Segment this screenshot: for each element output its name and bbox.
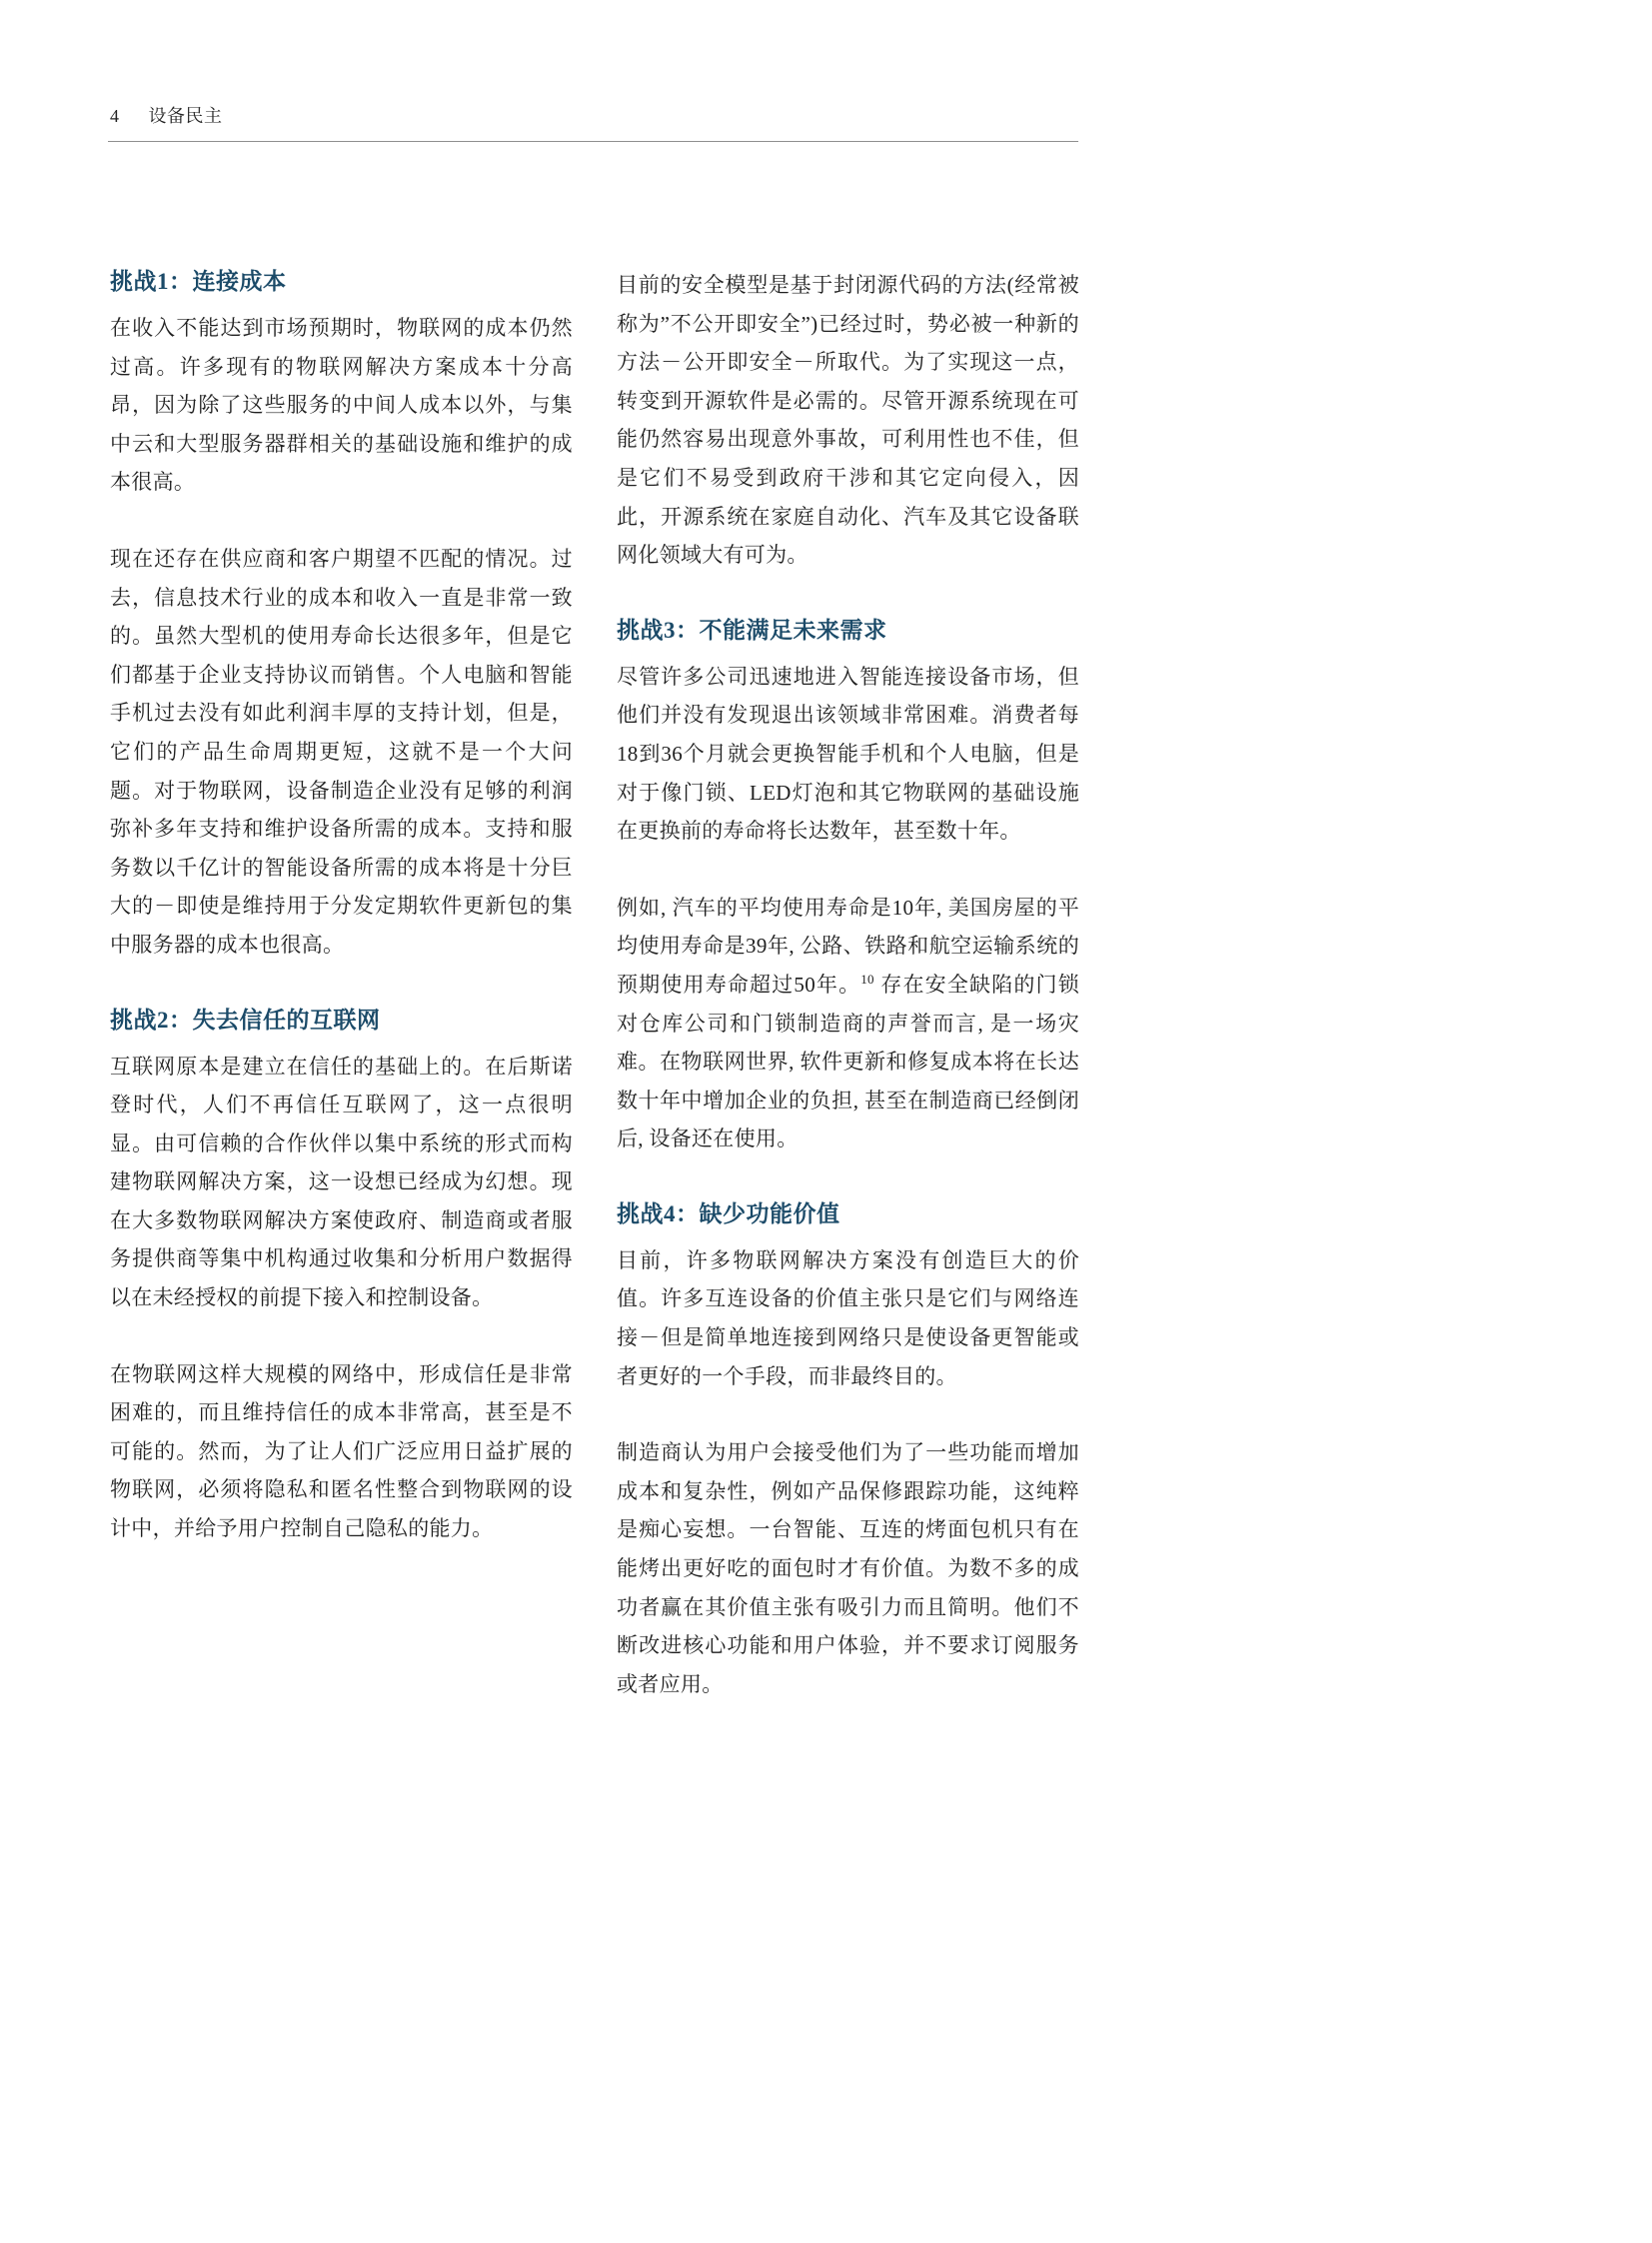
paragraph: 互联网原本是建立在信任的基础上的。在后斯诺登时代，人们不再信任互联网了，这一点很明显。由可信赖的合作伙伴以集中系统的形式而构建物联网解决方案，这一设想已经成为幻想。现在大多数物联网解决方案使政府、制造商或者服务提供商等集中机构通过收集和分析用户数据得以在未经授权的前提下接入和控制设备。 — [110, 1054, 573, 1310]
paragraph: 目前的安全模型是基于封闭源代码的方法(经常被称为”不公开即安全”)已经过时，势必被一种新的方法－公开即安全－所取代。为了实现这一点，转变到开源软件是必需的。尽管开源系统现在可能仍然容易出现意外事故，可利用性也不佳，但是它们不易受到政府干涉和其它定向侵入，因此，开源系统在家庭自动化、汽车及其它设备联网化领域大有可为。 — [617, 273, 1079, 568]
left-column — [110, 266, 573, 1703]
paragraph-text: 例如, 汽车的平均使用寿命是10年, 美国房屋的平均使用寿命是39年, 公路、铁路和航空运输系统的预期使用寿命超过50年。 — [617, 895, 1079, 997]
page-number: 4 — [110, 106, 120, 126]
document-title: 设备民主 — [148, 106, 223, 126]
paragraph: 制造商认为用户会接受他们为了一些功能而增加成本和复杂性，例如产品保修跟踪功能，这纯粹是痴心妄想。一台智能、互连的烤面包机只有在能烤出更好吃的面包时才有价值。为数不多的成功者赢在其价值主张有吸引力而且简明。他们不断改进核心功能和用户体验，并不要求订阅服务或者应用。 — [617, 1440, 1079, 1696]
paragraph: 在物联网这样大规模的网络中，形成信任是非常困难的，而且维持信任的成本非常高，甚至是不可能的。然而，为了让人们广泛应用日益扩展的物联网，必须将隐私和匿名性整合到物联网的设计中，并给予用户控制自己隐私的能力。 — [110, 1361, 573, 1541]
section-heading-challenge-3: 挑战3：不能满足未来需求 — [617, 617, 887, 643]
section-heading-challenge-4: 挑战4：缺少功能价值 — [617, 1200, 840, 1226]
section-heading-challenge-2: 挑战2：失去信任的互联网 — [110, 1007, 381, 1033]
paragraph: 目前，许多物联网解决方案没有创造巨大的价值。许多互连设备的价值主张只是它们与网络连接－但是简单地连接到网络只是使设备更智能或者更好的一个手段，而非最终目的。 — [617, 1247, 1079, 1388]
content-columns — [110, 266, 1079, 1703]
section-heading-challenge-1: 挑战1：连接成本 — [110, 269, 287, 294]
header-rule — [108, 141, 1078, 142]
paragraph-with-footnote — [617, 889, 1079, 1158]
paragraph: 尽管许多公司迅速地进入智能连接设备市场，但他们并没有发现退出该领域非常困难。消费者每18到36个月就会更换智能手机和个人电脑，但是对于像门锁、LED灯泡和其它物联网的基础设施在更换前的寿命将长达数年，甚至数十年。 — [617, 664, 1079, 844]
footnote-reference: 10 — [860, 971, 874, 987]
page-header — [110, 102, 223, 128]
paragraph: 现在还存在供应商和客户期望不匹配的情况。过去，信息技术行业的成本和收入一直是非常一致的。虽然大型机的使用寿命长达很多年，但是它们都基于企业支持协议而销售。个人电脑和智能手机过去没有如此利润丰厚的支持计划，但是，它们的产品生命周期更短，这就不是一个大问题。对于物联网，设备制造企业没有足够的利润弥补多年支持和维护设备所需的成本。支持和服务数以千亿计的智能设备所需的成本将是十分巨大的－即使是维持用于分发定期软件更新包的集中服务器的成本也很高。 — [110, 546, 573, 957]
paragraph-text: 存在安全缺陷的门锁对仓库公司和门锁制造商的声誉而言, 是一场灾难。在物联网世界, 软件更新和修复成本将在长达数十年中增加企业的负担, 甚至在制造商已经倒闭后, 设备还在使用。 — [617, 972, 1079, 1151]
right-column — [617, 266, 1079, 1703]
paragraph: 在收入不能达到市场预期时，物联网的成本仍然过高。许多现有的物联网解决方案成本十分高昂，因为除了这些服务的中间人成本以外，与集中云和大型服务器群相关的基础设施和维护的成本很高。 — [110, 316, 573, 495]
